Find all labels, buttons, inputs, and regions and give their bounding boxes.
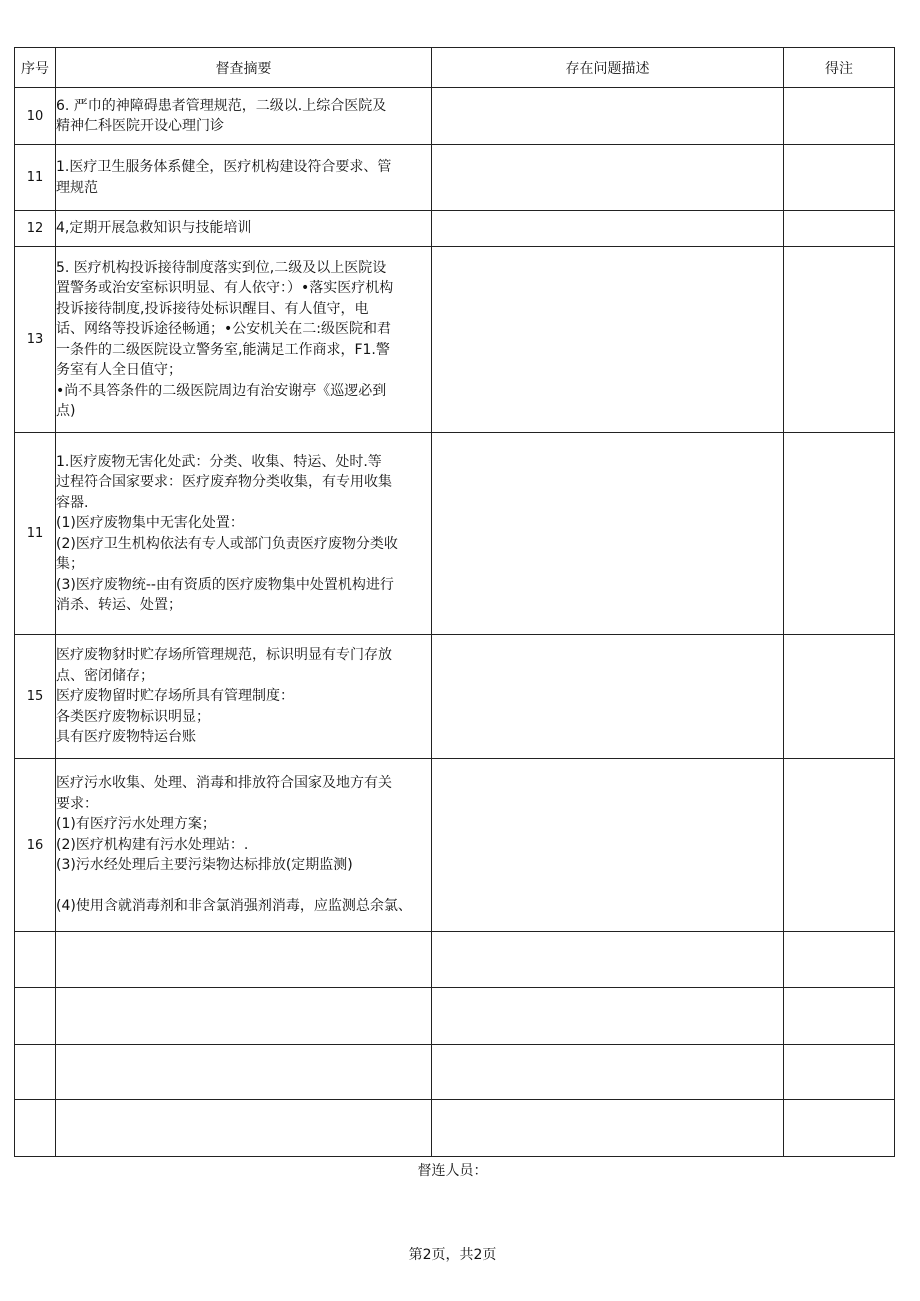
row-problem-cell[interactable] [432,759,784,932]
header-summary: 督查摘要 [56,48,432,88]
row-score-cell[interactable] [784,247,895,433]
row-score-cell[interactable] [784,88,895,145]
row-score-cell[interactable] [784,988,895,1045]
row-problem-cell[interactable] [432,635,784,759]
row-summary: 5. 医疗机构投诉接待制度落实到位,二级及以上医院设 置警务或治安室标识明显、有人依守：）•落实医疗机构 投诉接待制度,投诉接待处标识醒目、有人值守，电 话、网络等投诉途径畅通；•公安机关在二:级医院和君 一条件的二级医院设立警务室,能满足工作商求，F1.警 务室有人全日值守； •尚不具答条件的二级医院周边有治安谢亭《巡逻必到 点) [56,247,432,433]
table-row [15,635,895,759]
table-row [15,433,895,635]
row-score-cell[interactable] [784,145,895,211]
row-summary: 医疗废物豺时贮存场所管理规范，标识明显有专门存放 点、密闭储存； 医疗废物留时贮存场所具有管理制度： 各类医疗废物标识明显； 具有医疗废物特运台账 [56,635,432,759]
row-number [15,932,56,988]
row-problem-cell[interactable] [432,1045,784,1100]
row-problem-cell[interactable] [432,1100,784,1157]
row-score-cell[interactable] [784,635,895,759]
table-row [15,88,895,145]
row-summary: 1.医疗废物无害化处武：分类、收集、特运、处时.等 过程符合国家要求：医疗废弃物分类收集，有专用收集 容器. (1)医疗废物集中无害化处置： (2)医疗卫生机构依法有专人或部门负责医疗废物分类收 集； (3)医疗废物统--由有资质的医疗废物集中处置机构进行 消杀、转运、处置； [56,433,432,635]
row-score-cell[interactable] [784,759,895,932]
row-number: 10 [15,88,56,145]
row-summary [56,1045,432,1100]
page-number: 第2页，共2页 [408,1247,497,1263]
table-row [15,759,895,932]
row-score-cell[interactable] [784,433,895,635]
row-summary: 医疗污水收集、处理、消毒和排放符合国家及地方有关 要求： (1)有医疗污水处理方案； (2)医疗机构建有污水处理站：. (3)污水经处理后主要污柒物达标排放(定期监测) (4)使用含就消毒剂和非含氯消强剂消毒，应监测总余氯、 [56,759,432,932]
table-row [15,1045,895,1100]
row-score-cell[interactable] [784,1100,895,1157]
row-summary [56,932,432,988]
row-number [15,1100,56,1157]
row-summary: 4,定期开展急救知识与技能培训 [56,211,432,247]
row-summary: 1.医疗卫生服务体系健全，医疗机构建设符合要求、管 理规范 [56,145,432,211]
row-number: 11 [15,145,56,211]
row-score-cell[interactable] [784,932,895,988]
row-number: 15 [15,635,56,759]
table-row [15,211,895,247]
header-number: 序号 [15,48,56,88]
row-problem-cell[interactable] [432,145,784,211]
row-number: 12 [15,211,56,247]
row-score-cell[interactable] [784,1045,895,1100]
row-number: 13 [15,247,56,433]
table-row [15,1100,895,1157]
header-problem: 存在问题描述 [432,48,784,88]
inspector-signature-label: 督连人员： [417,1163,488,1179]
table-row [15,145,895,211]
row-problem-cell[interactable] [432,433,784,635]
table-row [15,932,895,988]
row-problem-cell[interactable] [432,247,784,433]
row-problem-cell[interactable] [432,88,784,145]
row-summary [56,988,432,1045]
row-summary [56,1100,432,1157]
table-header-row [15,48,895,88]
row-number: 11 [15,433,56,635]
row-summary: 6. 严巾的神障碍患者管理规范，二级以.上综合医院及 精神仁科医院开设心理门诊 [56,88,432,145]
table-row [15,247,895,433]
row-number: 16 [15,759,56,932]
header-score: 得注 [784,48,895,88]
table-row [15,988,895,1045]
inspection-table [14,47,895,1157]
row-problem-cell[interactable] [432,211,784,247]
row-problem-cell[interactable] [432,932,784,988]
row-number [15,988,56,1045]
row-score-cell[interactable] [784,211,895,247]
row-number [15,1045,56,1100]
row-problem-cell[interactable] [432,988,784,1045]
